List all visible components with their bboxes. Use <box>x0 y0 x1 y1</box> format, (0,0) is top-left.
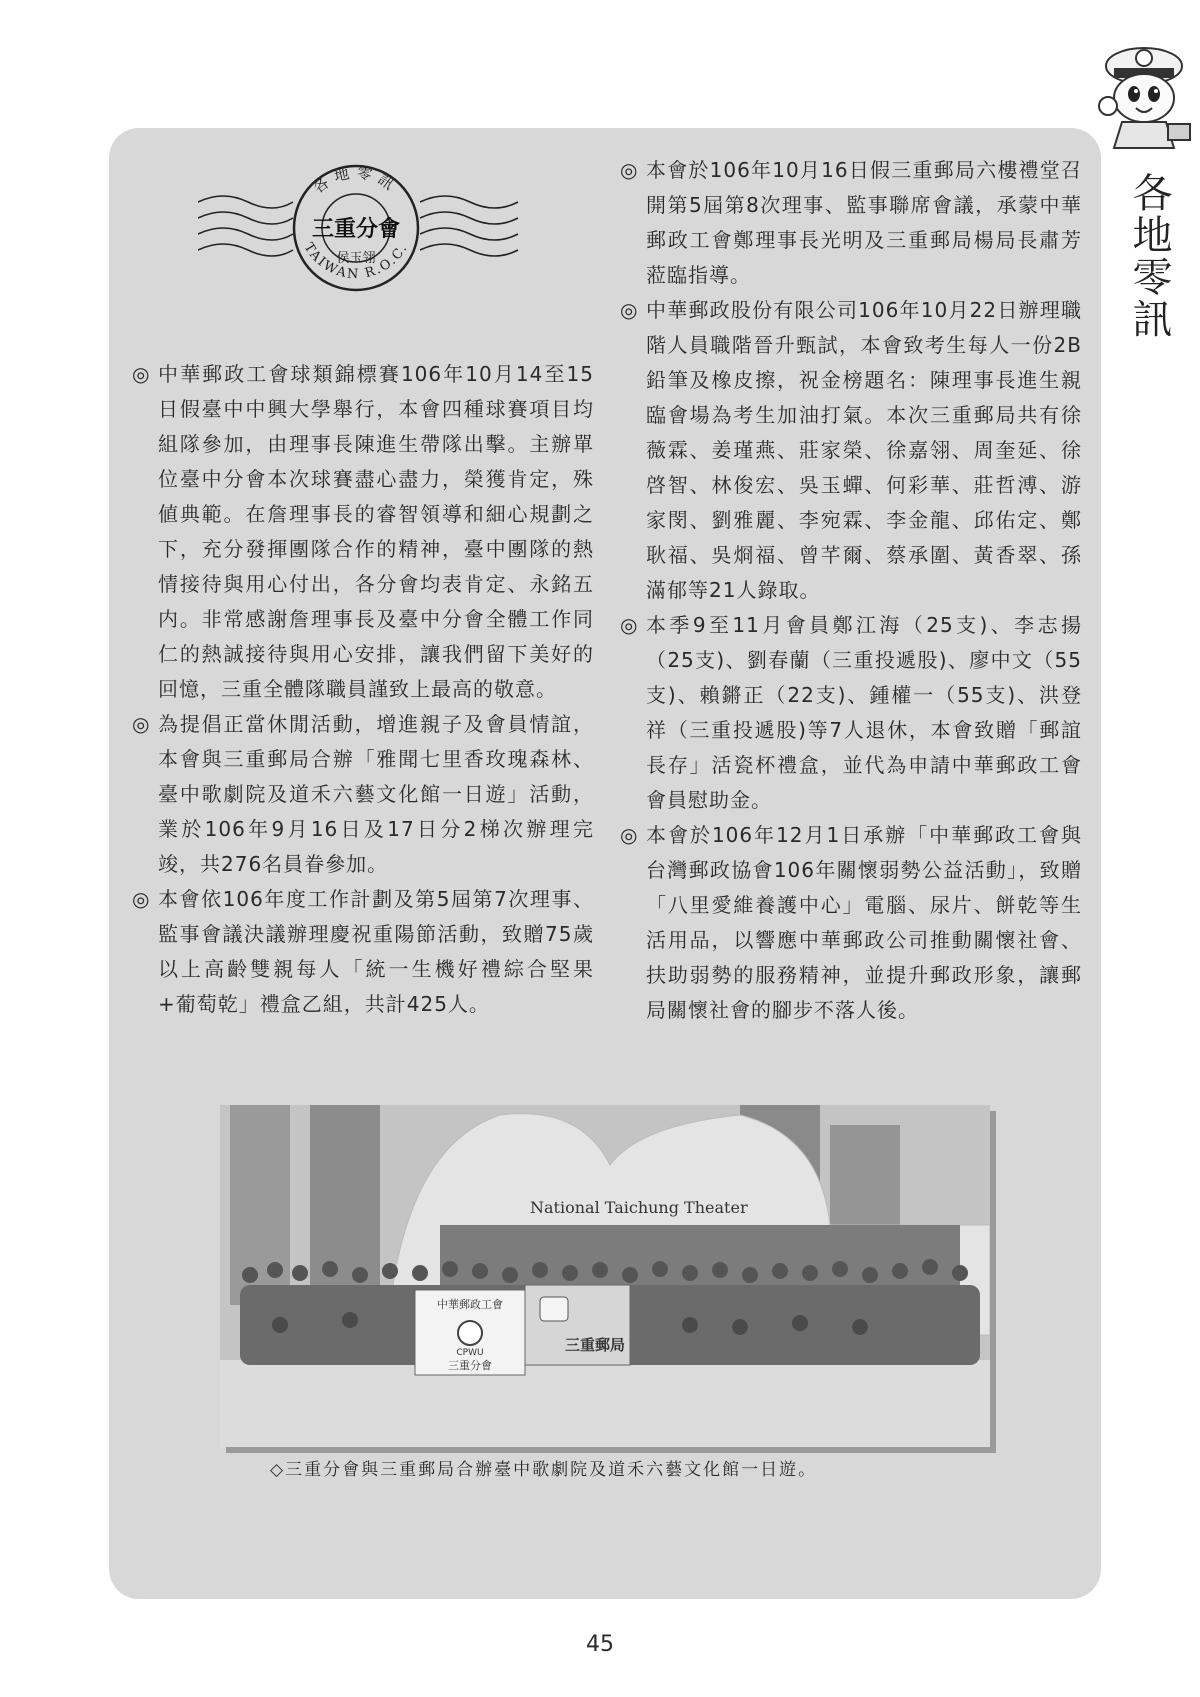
stamp-arc-bottom-text: TAIWAN R.O.C. <box>300 240 412 283</box>
news-item <box>132 357 594 707</box>
page-number: 45 <box>586 1632 614 1657</box>
news-item-text: 中華郵政股份有限公司106年10月22日辦理職階人員職階晉升甄試，本會致考生每人一份2B鉛筆及橡皮擦，祝金榜題名：陳理事長進生親臨會場為考生加油打氣。本次三重郵局共有徐薇霖、姜瑾燕、莊家榮、徐嘉翎、周奎延、徐啓智、林俊宏、吳玉蟬、何彩華、莊哲溥、游家閔、劉雅麗、李宛霖、李金龍、邱佑定、鄭耿福、吳烱福、曾芊爾、蔡承圍、黃香翠、孫滿郁等21人錄取。 <box>646 298 1082 602</box>
photo-caption: ◇三重分會與三重郵局合辦臺中歌劇院及道禾六藝文化館一日遊。 <box>270 1460 818 1480</box>
bullet-icon: ◎ <box>620 613 639 637</box>
stamp-arc-top-text: 各地零訊 <box>309 163 403 198</box>
postmark-stamp <box>198 150 598 315</box>
banner-right-text: 三重郵局 <box>564 1336 626 1354</box>
section-side-title: 各地零訊 <box>1126 172 1172 340</box>
group-photo <box>220 1105 990 1447</box>
news-item-text: 為提倡正當休閒活動，增進親子及會員情誼，本會與三重郵局合辦「雅聞七里香玫瑰森林、臺中歌劇院及道禾六藝文化館一日遊」活動，業於106年9月16日及17日分2梯次辦理完竣，共276名員眷參加。 <box>158 712 594 876</box>
postmark-wave-lines <box>198 150 598 315</box>
bullet-icon: ◎ <box>132 712 151 736</box>
news-item-text: 本會於106年10月16日假三重郵局六樓禮堂召開第5屆第8次理事、監事聯席會議，承蒙中華郵政工會鄭理事長光明及三重郵局楊局長肅芳蒞臨指導。 <box>646 158 1082 287</box>
banner-left-top-text: 中華郵政工會 <box>437 1298 503 1311</box>
news-item <box>132 707 594 882</box>
building-sign-text: National Taichung Theater <box>530 1198 748 1217</box>
news-item-text: 本會依106年度工作計劃及第5屆第7次理事、監事會議決議辦理慶祝重陽節活動，致贈75歲以上高齡雙親每人「統一生機好禮綜合堅果+葡萄乾」禮盒乙組，共計425人。 <box>158 887 594 1016</box>
right-column <box>620 153 1082 1028</box>
news-item <box>620 818 1082 1028</box>
postman-mascot-icon <box>1094 36 1194 152</box>
banner-left-logo-text: CPWU <box>456 1348 484 1358</box>
bullet-icon: ◎ <box>132 887 151 911</box>
group-photo-illustration <box>220 1105 990 1447</box>
news-item-text: 本季9至11月會員鄭江海（25支)、李志揚（25支)、劉春蘭（三重投遞股)、廖中文（55支)、賴鏘正（22支)、鍾權一（55支)、洪登祥（三重投遞股)等7人退休，本會致贈「郵誼長存」活瓷杯禮盒，並代為申請中華郵政工會會員慰助金。 <box>646 613 1082 812</box>
bullet-icon: ◎ <box>132 362 151 386</box>
left-column <box>132 357 594 1022</box>
bullet-icon: ◎ <box>620 158 639 182</box>
stamp-branch-name: 三重分會 <box>311 217 401 242</box>
news-item-text: 中華郵政工會球類錦標賽106年10月14至15日假臺中中興大學舉行，本會四種球賽項目均組隊參加，由理事長陳進生帶隊出擊。主辦單位臺中分會本次球賽盡心盡力，榮獲肯定，殊値典範。在詹理事長的睿智領導和細心規劃之下，充分發揮團隊合作的精神，臺中團隊的熱情接待與用心付出，各分會均表肯定、永銘五内。非常感謝詹理事長及臺中分會全體工作同仁的熱誠接待與用心安排，讓我們留下美好的回憶，三重全體隊職員謹致上最高的敬意。 <box>158 362 594 701</box>
banner-left-bottom-text: 三重分會 <box>448 1359 492 1372</box>
news-item <box>620 608 1082 818</box>
bullet-icon: ◎ <box>620 823 639 847</box>
news-item <box>620 153 1082 293</box>
news-item-text: 本會於106年12月1日承辦「中華郵政工會與台灣郵政協會106年關懷弱勢公益活動」，致贈「八里愛維養護中心」電腦、尿片、餅乾等生活用品，以響應中華郵政公司推動關懷社會、扶助弱勢的服務精神，並提升郵政形象，讓郵局關懷社會的腳步不落人後。 <box>646 823 1082 1022</box>
news-item <box>620 293 1082 608</box>
news-item <box>132 882 594 1022</box>
stamp-author: 侯玉翎 <box>336 251 376 266</box>
bullet-icon: ◎ <box>620 298 639 322</box>
